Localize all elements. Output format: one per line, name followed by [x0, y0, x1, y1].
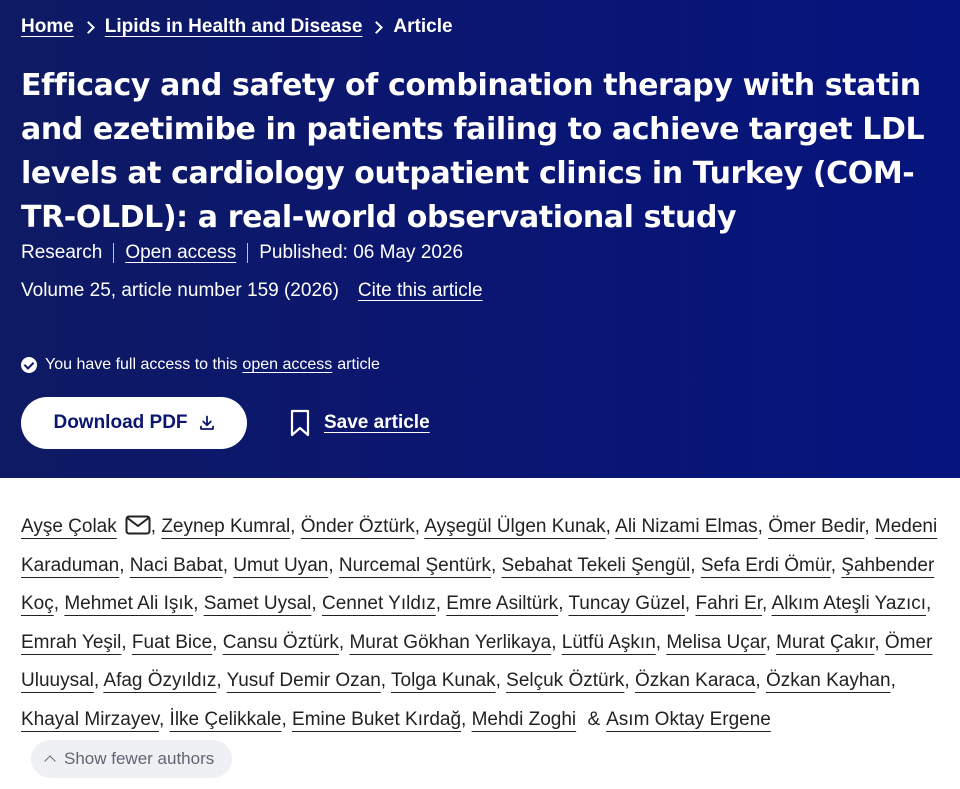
chevron-right-icon: [82, 21, 95, 34]
divider: [113, 243, 114, 263]
article-type: Research: [21, 242, 103, 263]
author-link[interactable]: Medeni Karaduman: [21, 516, 938, 576]
author-link[interactable]: Alkım Ateşli Yazıcı: [771, 593, 927, 615]
article-meta: [21, 240, 463, 266]
author-link[interactable]: Cennet Yıldız: [321, 593, 436, 615]
author-link[interactable]: Yusuf Demir Ozan: [226, 670, 381, 692]
author-link[interactable]: Zeynep Kumral: [161, 516, 291, 537]
breadcrumb-current: Article: [393, 16, 453, 37]
author-link[interactable]: Cansu Öztürk: [222, 631, 339, 653]
save-article-button[interactable]: [289, 408, 430, 438]
author-link[interactable]: Lütfü Aşkın: [561, 631, 656, 653]
access-notice-text: You have full access to this: [45, 356, 238, 373]
author-separator: &: [587, 708, 601, 730]
author-link[interactable]: Ayşe Çolak: [21, 516, 117, 537]
author-link[interactable]: Fuat Bice: [131, 631, 213, 653]
chevron-up-icon: [44, 755, 55, 766]
download-pdf-label: Download PDF: [53, 412, 188, 433]
published-date: Published: 06 May 2026: [259, 242, 464, 263]
author-link[interactable]: Selçuk Öztürk: [506, 670, 625, 692]
author-link[interactable]: Özkan Karaca: [634, 670, 756, 692]
chevron-right-icon: [371, 21, 384, 34]
cite-article-link[interactable]: Cite this article: [357, 280, 483, 301]
access-notice: [21, 354, 380, 376]
breadcrumb-home[interactable]: Home: [21, 16, 74, 37]
author-link[interactable]: Emre Asiltürk: [446, 593, 559, 615]
author-link[interactable]: Samet Uysal: [203, 593, 312, 615]
author-link[interactable]: Tolga Kunak: [391, 670, 496, 692]
volume-info: Volume 25, article number 159 (2026): [21, 280, 339, 301]
author-link[interactable]: Khayal Mirzayev: [21, 708, 159, 730]
author-link[interactable]: Ali Nizami Elmas: [615, 516, 758, 537]
author-link[interactable]: Ömer Bedir: [768, 516, 865, 537]
author-link[interactable]: Murat Gökhan Yerlikaya: [349, 631, 552, 653]
breadcrumb-journal[interactable]: Lipids in Health and Disease: [104, 16, 363, 37]
show-fewer-authors-label: Show fewer authors: [64, 748, 215, 768]
check-circle-icon: [21, 357, 37, 373]
show-fewer-authors-button[interactable]: [31, 740, 232, 778]
download-icon: [199, 415, 215, 431]
author-link[interactable]: Sebahat Tekeli Şengül: [501, 554, 691, 576]
author-link[interactable]: Sefa Erdi Ömür: [700, 554, 831, 576]
download-pdf-button[interactable]: [21, 397, 247, 449]
access-notice-suffix: article: [337, 356, 380, 373]
author-link[interactable]: Asım Oktay Ergene: [606, 708, 771, 730]
author-link[interactable]: Emine Buket Kırdağ: [292, 708, 462, 730]
save-article-label: Save article: [324, 412, 430, 433]
author-link[interactable]: Mehdi Zoghi: [471, 708, 577, 730]
author-link[interactable]: Mehmet Ali Işık: [64, 593, 194, 615]
author-link[interactable]: Murat Çakır: [776, 631, 875, 653]
article-citation-info: [21, 278, 483, 304]
author-link[interactable]: Emrah Yeşil: [21, 631, 122, 653]
mail-icon[interactable]: [125, 515, 151, 535]
author-link[interactable]: Afag Özyıldız: [103, 670, 217, 692]
article-title: Efficacy and safety of combination therapy with statin and ezetimibe in patients failing to achieve target LDL levels at cardiology outpatient clinics in Turkey (COM-TR-OLDL): a real-world observational study: [21, 68, 925, 235]
open-access-info-link[interactable]: open access: [242, 356, 333, 373]
author-link[interactable]: Özkan Kayhan: [765, 670, 891, 692]
breadcrumb: [21, 14, 453, 40]
author-link[interactable]: Şahbender Koç: [21, 554, 935, 615]
author-link[interactable]: Umut Uyan: [233, 554, 329, 576]
author-link[interactable]: İlke Çelikkale: [169, 708, 282, 730]
author-link[interactable]: Ömer Uluuysal: [21, 631, 933, 692]
author-link[interactable]: Nurcemal Şentürk: [338, 554, 491, 576]
author-link[interactable]: Melisa Uçar: [666, 631, 766, 653]
author-link[interactable]: Fahri Er: [695, 593, 763, 615]
author-link[interactable]: Önder Öztürk: [300, 516, 415, 537]
author-list: Ayşe Çolak , Zeynep Kumral, Önder Öztürk, Ayşegül Ülgen Kunak, Ali Nizami Elmas, Ömer Bedir, Medeni Karaduman, Naci Babat, Umut Uyan, Nurcemal Şentürk, Sebahat Tekeli Şengül, Sefa Erdi Ömür, Şahbender Koç, Mehmet Ali Işık, Samet Uysal, Cennet Yıldız, Emre Asiltürk, Tuncay Güzel, Fahri Er, Alkım Ateşli Yazıcı, Emrah Yeşil, Fuat Bice, Cansu Öztürk, Murat Gökhan Yerlikaya, Lütfü Aşkın, Melisa Uçar, Murat Çakır, Ömer Uluuysal, Afag Özyıldız, Yusuf Demir Ozan, Tolga Kunak, Selçuk Öztürk, Özkan Karaca, Özkan Kayhan, Khayal Mirzayev, İlke Çelikkale, Emine Buket Kırdağ, Mehdi Zoghi & Asım Oktay Ergene Show fewer authors: [21, 508, 951, 780]
author-link[interactable]: Naci Babat: [129, 554, 223, 576]
open-access-link[interactable]: Open access: [125, 242, 237, 263]
author-link[interactable]: Ayşegül Ülgen Kunak: [424, 516, 606, 537]
author-link[interactable]: Tuncay Güzel: [568, 593, 685, 615]
bookmark-icon: [289, 409, 311, 437]
divider: [247, 243, 248, 263]
